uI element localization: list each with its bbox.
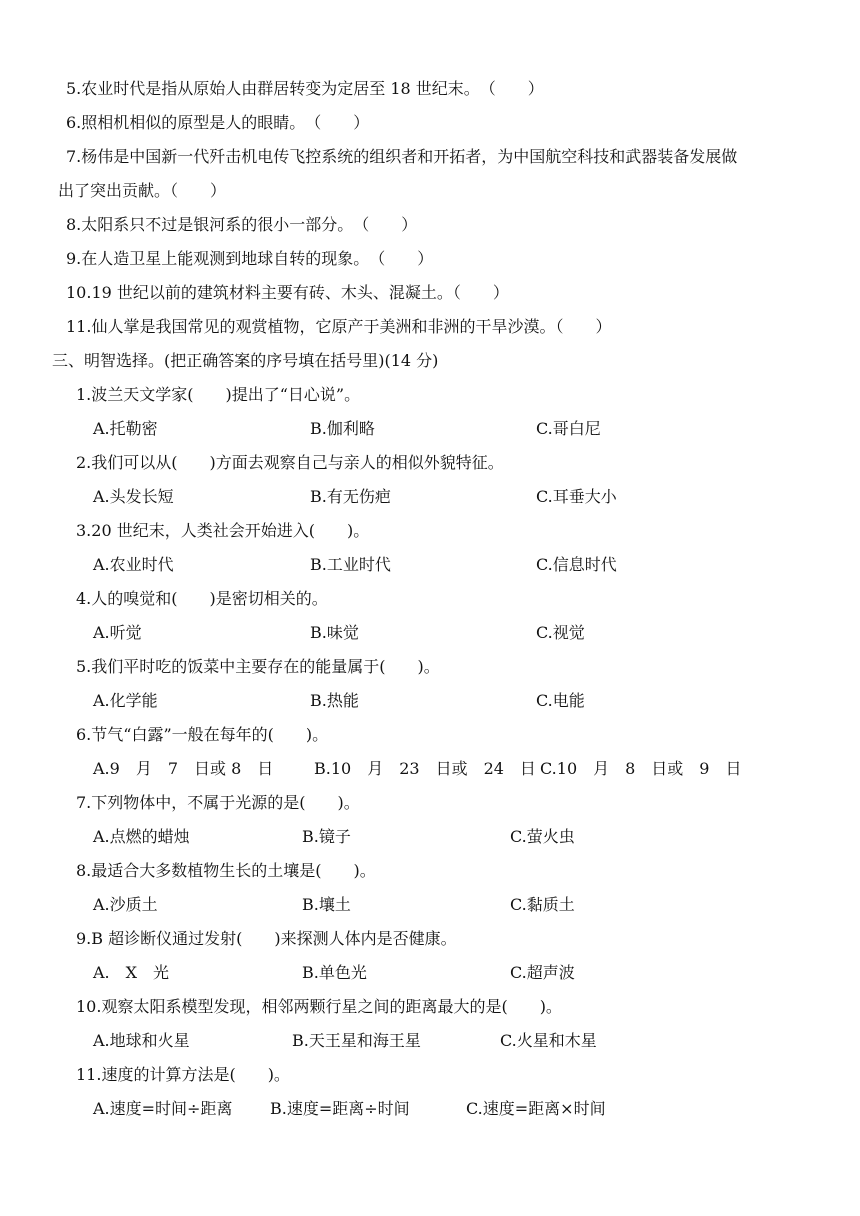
option-c: C.电能: [536, 691, 585, 710]
option-a: A.沙质土: [93, 895, 158, 914]
tf-item-7: 7.杨伟是中国新一代歼击机电传飞控系统的组织者和开拓者，为中国航空科技和武器装备发展做: [66, 147, 738, 166]
option-c: C.速度=距离×时间: [466, 1099, 606, 1118]
tf-item-10: 10.19 世纪以前的建筑材料主要有砖、木头、混凝土。（ ）: [66, 283, 509, 302]
option-a: A.农业时代: [93, 555, 174, 574]
option-b: B.壤土: [302, 895, 351, 914]
tf-item-11: 11.仙人掌是我国常见的观赏植物，它原产于美洲和非洲的干旱沙漠。（ ）: [66, 317, 612, 336]
option-a: A.托勒密: [93, 419, 158, 438]
option-c: C.萤火虫: [510, 827, 575, 846]
option-a: A.点燃的蜡烛: [93, 827, 190, 846]
option-a: A. X 光: [93, 963, 170, 982]
option-c: C.10 月 8 日或 9 日: [540, 759, 742, 778]
option-c: C.视觉: [536, 623, 585, 642]
question-stem: 11.速度的计算方法是( )。: [76, 1065, 290, 1084]
option-c: C.耳垂大小: [536, 487, 617, 506]
question-stem: 6.节气“白露”一般在每年的( )。: [76, 725, 329, 744]
option-b: B.单色光: [302, 963, 367, 982]
option-b: B.热能: [310, 691, 359, 710]
option-b: B.味觉: [310, 623, 359, 642]
option-c: C.哥白尼: [536, 419, 601, 438]
question-stem: 4.人的嗅觉和( )是密切相关的。: [76, 589, 328, 608]
option-a: A.速度=时间÷距离: [93, 1099, 233, 1118]
question-stem: 1.波兰天文学家( )提出了“日心说”。: [76, 385, 361, 404]
option-c: C.超声波: [510, 963, 575, 982]
option-b: B.天王星和海王星: [292, 1031, 421, 1050]
option-b: B.10 月 23 日或 24 日: [314, 759, 536, 778]
option-b: B.有无伤疤: [310, 487, 391, 506]
option-a: A.9 月 7 日或 8 日: [93, 759, 274, 778]
option-c: C.信息时代: [536, 555, 617, 574]
tf-item-7-cont: 出了突出贡献。（ ）: [58, 181, 227, 200]
question-stem: 2.我们可以从( )方面去观察自己与亲人的相似外貌特征。: [76, 453, 504, 472]
tf-item-8: 8.太阳系只不过是银河系的很小一部分。 （ ）: [66, 215, 418, 234]
tf-item-6: 6.照相机相似的原型是人的眼睛。 （ ）: [66, 113, 370, 132]
question-stem: 3.20 世纪末，人类社会开始进入( )。: [76, 521, 370, 540]
option-c: C.火星和木星: [500, 1031, 597, 1050]
question-stem: 8.最适合大多数植物生长的土壤是( )。: [76, 861, 376, 880]
tf-item-5: 5.农业时代是指从原始人由群居转变为定居至 18 世纪末。 （ ）: [66, 79, 544, 98]
section-title-choice: 三、明智选择。(把正确答案的序号填在括号里)(14 分): [52, 351, 439, 370]
option-b: B.镜子: [302, 827, 351, 846]
option-a: A.化学能: [93, 691, 158, 710]
question-stem: 9.B 超诊断仪通过发射( )来探测人体内是否健康。: [76, 929, 457, 948]
question-stem: 10.观察太阳系模型发现，相邻两颗行星之间的距离最大的是( )。: [76, 997, 562, 1016]
option-b: B.工业时代: [310, 555, 391, 574]
option-a: A.听觉: [93, 623, 142, 642]
option-b: B.速度=距离÷时间: [270, 1099, 410, 1118]
option-a: A.头发长短: [93, 487, 174, 506]
option-b: B.伽利略: [310, 419, 375, 438]
option-c: C.黏质土: [510, 895, 575, 914]
question-stem: 5.我们平时吃的饭菜中主要存在的能量属于( )。: [76, 657, 440, 676]
tf-item-9: 9.在人造卫星上能观测到地球自转的现象。 （ ）: [66, 249, 434, 268]
question-stem: 7.下列物体中，不属于光源的是( )。: [76, 793, 360, 812]
option-a: A.地球和火星: [93, 1031, 190, 1050]
